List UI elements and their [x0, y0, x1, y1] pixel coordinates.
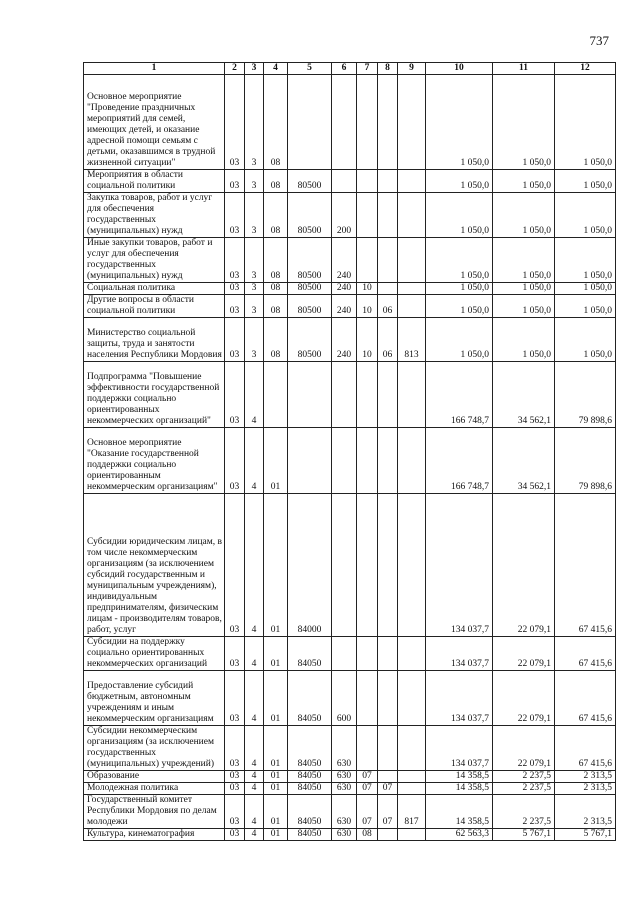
code-cell [378, 771, 398, 783]
code-cell [378, 75, 398, 170]
code-cell: 03 [225, 193, 245, 238]
table-row [84, 783, 616, 795]
code-cell [378, 362, 398, 428]
code-cell: 01 [264, 829, 288, 841]
code-cell: 03 [225, 362, 245, 428]
code-cell [398, 726, 426, 771]
code-cell: 01 [264, 494, 288, 637]
code-cell [398, 362, 426, 428]
code-cell [378, 671, 398, 726]
code-cell: 08 [264, 238, 288, 283]
code-cell: 80500 [288, 193, 332, 238]
code-cell [378, 726, 398, 771]
column-header: 1 [84, 63, 225, 75]
table-row [84, 75, 616, 170]
code-cell: 01 [264, 771, 288, 783]
code-cell: 813 [398, 318, 426, 362]
table-row [84, 726, 616, 771]
code-cell [332, 637, 357, 671]
code-cell: 4 [245, 783, 264, 795]
code-cell: 08 [357, 829, 378, 841]
row-name: Образование [84, 771, 225, 783]
amount-cell: 22 079,1 [493, 726, 555, 771]
code-cell: 630 [332, 829, 357, 841]
table-row [84, 295, 616, 318]
code-cell: 01 [264, 795, 288, 829]
amount-cell: 1 050,0 [493, 170, 555, 193]
amount-cell: 1 050,0 [493, 193, 555, 238]
code-cell [398, 295, 426, 318]
code-cell: 03 [225, 795, 245, 829]
row-name: Основное мероприятие "Оказание государственной поддержки социально ориентированным некоммерческим организациям" [84, 428, 225, 494]
code-cell: 03 [225, 494, 245, 637]
code-cell: 03 [225, 637, 245, 671]
amount-cell: 1 050,0 [555, 318, 616, 362]
code-cell: 3 [245, 170, 264, 193]
amount-cell: 1 050,0 [493, 238, 555, 283]
amount-cell: 1 050,0 [555, 193, 616, 238]
code-cell: 08 [264, 75, 288, 170]
code-cell [378, 238, 398, 283]
code-cell [378, 170, 398, 193]
row-name: Государственный комитет Республики Мордовия по делам молодежи [84, 795, 225, 829]
amount-cell: 2 313,5 [555, 795, 616, 829]
code-cell [357, 428, 378, 494]
code-cell [357, 75, 378, 170]
table-row [84, 771, 616, 783]
code-cell: 630 [332, 783, 357, 795]
amount-cell: 22 079,1 [493, 494, 555, 637]
row-name: Министерство социальной защиты, труда и занятости населения Республики Мордовия [84, 318, 225, 362]
code-cell: 01 [264, 726, 288, 771]
amount-cell: 1 050,0 [426, 318, 493, 362]
table-row [84, 318, 616, 362]
code-cell: 07 [378, 783, 398, 795]
code-cell [332, 170, 357, 193]
code-cell [332, 362, 357, 428]
code-cell: 630 [332, 795, 357, 829]
code-cell: 3 [245, 283, 264, 295]
budget-table [83, 62, 616, 841]
code-cell [378, 193, 398, 238]
amount-cell: 1 050,0 [426, 170, 493, 193]
code-cell: 84050 [288, 671, 332, 726]
column-header: 12 [555, 63, 616, 75]
code-cell: 80500 [288, 295, 332, 318]
code-cell: 84050 [288, 783, 332, 795]
code-cell: 03 [225, 75, 245, 170]
table-row [84, 238, 616, 283]
code-cell: 630 [332, 771, 357, 783]
amount-cell: 1 050,0 [555, 295, 616, 318]
code-cell [398, 671, 426, 726]
code-cell [378, 428, 398, 494]
table-row [84, 428, 616, 494]
code-cell [378, 494, 398, 637]
code-cell: 80500 [288, 170, 332, 193]
code-cell: 84050 [288, 829, 332, 841]
row-name: Подпрограмма "Повышение эффективности государственной поддержки социально ориентированных некоммерческих организаций" [84, 362, 225, 428]
code-cell: 630 [332, 726, 357, 771]
code-cell [288, 428, 332, 494]
code-cell: 4 [245, 494, 264, 637]
code-cell: 4 [245, 795, 264, 829]
code-cell [332, 494, 357, 637]
column-header: 9 [398, 63, 426, 75]
code-cell [398, 771, 426, 783]
code-cell: 600 [332, 671, 357, 726]
code-cell: 03 [225, 428, 245, 494]
code-cell: 84050 [288, 637, 332, 671]
code-cell: 03 [225, 170, 245, 193]
table-row [84, 795, 616, 829]
code-cell [378, 829, 398, 841]
code-cell [357, 362, 378, 428]
amount-cell: 14 358,5 [426, 783, 493, 795]
code-cell: 3 [245, 318, 264, 362]
code-cell: 08 [264, 170, 288, 193]
amount-cell: 1 050,0 [555, 283, 616, 295]
amount-cell: 34 562,1 [493, 362, 555, 428]
code-cell: 240 [332, 283, 357, 295]
amount-cell: 1 050,0 [426, 238, 493, 283]
amount-cell: 5 767,1 [493, 829, 555, 841]
code-cell [378, 283, 398, 295]
code-cell [332, 428, 357, 494]
code-cell [398, 193, 426, 238]
code-cell: 240 [332, 318, 357, 362]
code-cell [398, 170, 426, 193]
code-cell: 817 [398, 795, 426, 829]
code-cell: 80500 [288, 238, 332, 283]
table-row [84, 170, 616, 193]
code-cell [398, 829, 426, 841]
code-cell: 84050 [288, 726, 332, 771]
amount-cell: 134 037,7 [426, 671, 493, 726]
column-header: 3 [245, 63, 264, 75]
code-cell: 03 [225, 283, 245, 295]
code-cell: 06 [378, 295, 398, 318]
code-cell [357, 671, 378, 726]
row-name: Основное мероприятие "Проведение праздничных мероприятий для семей, имеющих детей, и оказание адресной помощи семьям с детьми, оказавшимся в трудной жизненной ситуации" [84, 75, 225, 170]
code-cell: 01 [264, 783, 288, 795]
amount-cell: 166 748,7 [426, 362, 493, 428]
code-cell [357, 637, 378, 671]
amount-cell: 1 050,0 [426, 193, 493, 238]
code-cell [398, 494, 426, 637]
code-cell [288, 362, 332, 428]
amount-cell: 67 415,6 [555, 671, 616, 726]
amount-cell: 14 358,5 [426, 771, 493, 783]
amount-cell: 1 050,0 [555, 238, 616, 283]
table-row [84, 362, 616, 428]
row-name: Иные закупки товаров, работ и услуг для обеспечения государственных (муниципальных) нужд [84, 238, 225, 283]
code-cell: 4 [245, 829, 264, 841]
amount-cell: 134 037,7 [426, 494, 493, 637]
code-cell: 200 [332, 193, 357, 238]
column-header: 11 [493, 63, 555, 75]
code-cell: 03 [225, 238, 245, 283]
code-cell [357, 494, 378, 637]
amount-cell: 67 415,6 [555, 637, 616, 671]
table-body [84, 75, 616, 841]
row-name: Закупка товаров, работ и услуг для обеспечения государственных (муниципальных) нужд [84, 193, 225, 238]
code-cell: 84000 [288, 494, 332, 637]
table-row [84, 637, 616, 671]
amount-cell: 1 050,0 [493, 318, 555, 362]
code-cell: 08 [264, 193, 288, 238]
amount-cell: 2 313,5 [555, 783, 616, 795]
row-name: Мероприятия в области социальной политики [84, 170, 225, 193]
amount-cell: 1 050,0 [493, 75, 555, 170]
code-cell: 03 [225, 671, 245, 726]
code-cell [398, 428, 426, 494]
amount-cell: 22 079,1 [493, 671, 555, 726]
column-header: 6 [332, 63, 357, 75]
code-cell: 01 [264, 637, 288, 671]
code-cell [398, 783, 426, 795]
row-name: Субсидии юридическим лицам, в том числе некоммерческим организациям (за исключением субсидий государственным и муниципальным учреждениям), индивидуальным предпринимателям, физическим лицам - производителям товаров, работ, услуг [84, 494, 225, 637]
code-cell: 08 [264, 295, 288, 318]
code-cell: 03 [225, 783, 245, 795]
code-cell: 03 [225, 726, 245, 771]
row-name: Субсидии некоммерческим организациям (за исключением государственных (муниципальных) учреждений) [84, 726, 225, 771]
table-header-row [84, 63, 616, 75]
code-cell: 84050 [288, 795, 332, 829]
amount-cell: 2 237,5 [493, 783, 555, 795]
row-name: Молодежная политика [84, 783, 225, 795]
amount-cell: 67 415,6 [555, 494, 616, 637]
row-name: Субсидии на поддержку социально ориентированных некоммерческих организаций [84, 637, 225, 671]
table-row [84, 283, 616, 295]
code-cell [357, 170, 378, 193]
amount-cell: 5 767,1 [555, 829, 616, 841]
code-cell: 4 [245, 726, 264, 771]
code-cell: 4 [245, 362, 264, 428]
amount-cell: 1 050,0 [555, 170, 616, 193]
amount-cell: 134 037,7 [426, 726, 493, 771]
row-name: Культура, кинематография [84, 829, 225, 841]
amount-cell: 79 898,6 [555, 362, 616, 428]
amount-cell: 2 237,5 [493, 771, 555, 783]
code-cell [398, 238, 426, 283]
code-cell: 4 [245, 771, 264, 783]
amount-cell: 1 050,0 [426, 283, 493, 295]
amount-cell: 166 748,7 [426, 428, 493, 494]
code-cell [357, 193, 378, 238]
code-cell: 240 [332, 295, 357, 318]
code-cell: 07 [357, 771, 378, 783]
code-cell: 01 [264, 428, 288, 494]
code-cell: 10 [357, 318, 378, 362]
column-header: 4 [264, 63, 288, 75]
code-cell [357, 238, 378, 283]
code-cell: 4 [245, 637, 264, 671]
code-cell [398, 75, 426, 170]
amount-cell: 2 237,5 [493, 795, 555, 829]
column-header: 5 [288, 63, 332, 75]
code-cell [357, 726, 378, 771]
code-cell: 06 [378, 318, 398, 362]
table-row [84, 829, 616, 841]
column-header: 7 [357, 63, 378, 75]
code-cell: 10 [357, 295, 378, 318]
table-row [84, 193, 616, 238]
table-row [84, 671, 616, 726]
amount-cell: 134 037,7 [426, 637, 493, 671]
code-cell: 84050 [288, 771, 332, 783]
code-cell: 3 [245, 238, 264, 283]
amount-cell: 67 415,6 [555, 726, 616, 771]
code-cell: 80500 [288, 318, 332, 362]
amount-cell: 1 050,0 [426, 75, 493, 170]
code-cell: 80500 [288, 283, 332, 295]
code-cell [288, 75, 332, 170]
code-cell [398, 283, 426, 295]
code-cell: 3 [245, 75, 264, 170]
amount-cell: 1 050,0 [426, 295, 493, 318]
code-cell [332, 75, 357, 170]
amount-cell: 34 562,1 [493, 428, 555, 494]
code-cell: 4 [245, 428, 264, 494]
column-header: 8 [378, 63, 398, 75]
table-row [84, 494, 616, 637]
code-cell [378, 637, 398, 671]
column-header: 10 [426, 63, 493, 75]
column-header: 2 [225, 63, 245, 75]
code-cell: 03 [225, 295, 245, 318]
code-cell: 07 [357, 783, 378, 795]
code-cell: 01 [264, 671, 288, 726]
row-name: Социальная политика [84, 283, 225, 295]
code-cell: 03 [225, 829, 245, 841]
amount-cell: 14 358,5 [426, 795, 493, 829]
code-cell: 4 [245, 671, 264, 726]
code-cell [264, 362, 288, 428]
code-cell: 240 [332, 238, 357, 283]
amount-cell: 1 050,0 [493, 283, 555, 295]
amount-cell: 1 050,0 [555, 75, 616, 170]
code-cell: 3 [245, 295, 264, 318]
code-cell: 03 [225, 318, 245, 362]
amount-cell: 1 050,0 [493, 295, 555, 318]
row-name: Другие вопросы в области социальной политики [84, 295, 225, 318]
amount-cell: 79 898,6 [555, 428, 616, 494]
row-name: Предоставление субсидий бюджетным, автономным учреждениям и иным некоммерческим организациям [84, 671, 225, 726]
amount-cell: 22 079,1 [493, 637, 555, 671]
amount-cell: 62 563,3 [426, 829, 493, 841]
code-cell: 03 [225, 771, 245, 783]
amount-cell: 2 313,5 [555, 771, 616, 783]
code-cell: 10 [357, 283, 378, 295]
code-cell: 08 [264, 318, 288, 362]
code-cell: 3 [245, 193, 264, 238]
code-cell: 08 [264, 283, 288, 295]
code-cell [398, 637, 426, 671]
code-cell: 07 [378, 795, 398, 829]
code-cell: 07 [357, 795, 378, 829]
page-number: 737 [589, 33, 609, 48]
